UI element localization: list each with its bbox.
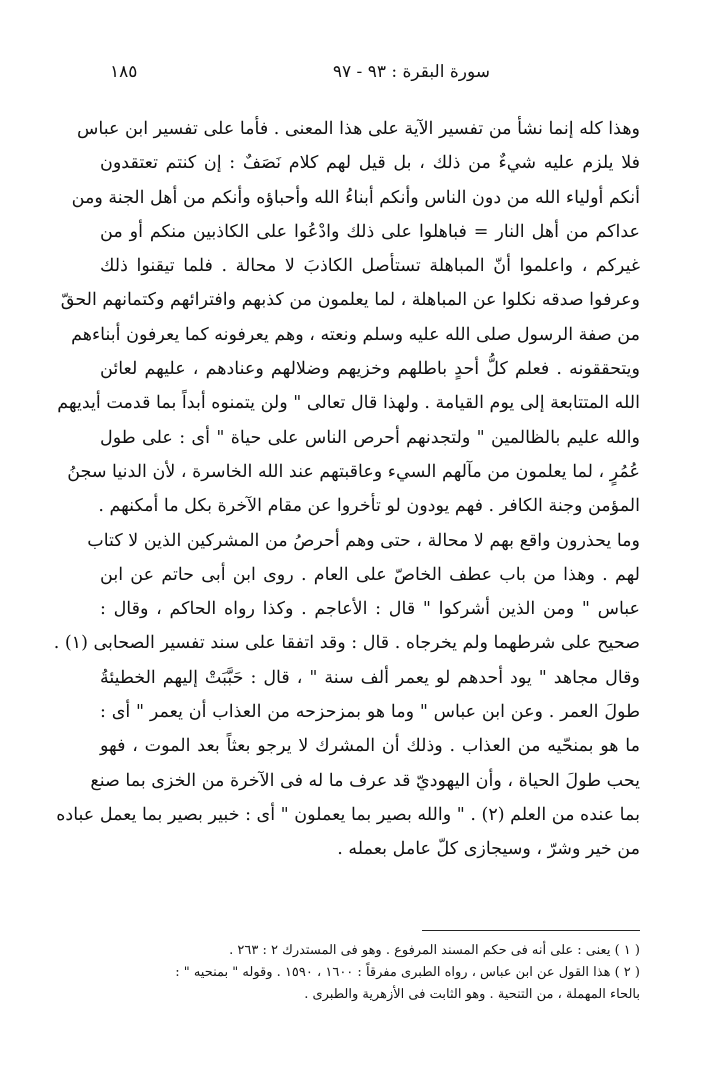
text-line: بما عنده من العلم (٢) . " والله بصير بما يعملون " أى : خبير بصير بما يعمل عباده bbox=[56, 804, 640, 825]
running-head-title: سورة البقرة : ٩٣ - ٩٧ bbox=[332, 62, 490, 82]
main-text bbox=[53, 112, 640, 867]
text-line-last: من خير وشرّ ، وسيجازى كلّ عامل بعمله . bbox=[337, 839, 640, 860]
footnote-1: ( ١ ) يعنى : على أنه فى حكم المسند المرفوع . وهو فى المستدرك ٢ : ٢٦٣ . bbox=[229, 943, 640, 958]
text-line: طولَ العمر . وعن ابن عباس " وما هو بمزحزحه من العذاب أن يعمر " أى : bbox=[100, 702, 640, 723]
text-line: وعرفوا صدقه نكلوا عن المباهلة ، لما يعلمون من كذبهم وافترائهم وكتمانهم الحقّ bbox=[60, 290, 640, 311]
text-line: ويتحققونه . فعلم كلُّ أحدٍ باطلهم وخزيهم وضلالهم وعنادهم ، عليهم لعائن bbox=[100, 359, 640, 380]
text-line: الله المتتابعة إلى يوم القيامة . ولهذا قال تعالى " ولن يتمنوه أبداً بما قدمت أيديهم bbox=[57, 393, 640, 414]
text-line: صحيح على شرطهما ولم يخرجاه . قال : وقد اتفقا على سند تفسير الصحابى (١) . bbox=[53, 633, 640, 654]
text-line: والله عليم بالظالمين " ولتجدنهم أحرص الناس على حياة " أى : على طول bbox=[100, 427, 640, 448]
text-line: يحب طولَ الحياة ، وأن اليهوديّ قد عرف ما له فى الآخرة من الخزى بما صنع bbox=[90, 770, 640, 791]
text-line: غيركم ، واعلموا أنّ المباهلة تستأصل الكاذبَ لا محالة . فلما تيقنوا ذلك bbox=[100, 256, 640, 277]
text-line: لهم . وهذا من باب عطف الخاصّ على العام . روى ابن أبى حاتم عن ابن bbox=[100, 564, 640, 585]
text-line: أنكم أولياء الله من دون الناس وأنكم أبناءُ الله وأحباؤه وأنكم من أهل الجنة ومن bbox=[71, 187, 640, 208]
page-number: ١٨٥ bbox=[110, 62, 138, 82]
footnote-2-continued: بالحاء المهملة ، من التنحية . وهو الثابت فى الأزهرية والطبرى . bbox=[304, 987, 640, 1002]
text-line: المؤمن وجنة الكافر . فهم يودون لو تأخروا عن مقام الآخرة بكل ما أمكنهم . bbox=[98, 496, 640, 517]
text-line: وقال مجاهد " يود أحدهم لو يعمر ألف سنة " ، قال : حَبَّبَتْ إليهم الخطيئةُ bbox=[100, 667, 640, 688]
footnote-2: ( ٢ ) هذا القول عن ابن عباس ، رواه الطبرى مفرقاً : ١٦٠٠ ، ١٥٩٠ . وقوله " بمنحيه " : bbox=[175, 965, 640, 980]
text-line: وهذا كله إنما نشأ من تفسير الآية على هذا المعنى . فأما على تفسير ابن عباس bbox=[77, 119, 640, 139]
text-line: وما يحذرون واقع بهم لا محالة ، حتى وهم أحرصُ من المشركين الذين لا كتاب bbox=[87, 530, 640, 551]
text-line: عداكم من أهل النار = فباهلوا على ذلك وادْعُوا على الكاذبين منكم أو من bbox=[100, 221, 640, 242]
footnote-divider bbox=[422, 930, 640, 931]
text-line: ما هو بمنحّيه من العذاب . وذلك أن المشرك لا يرجو بعثاً بعد الموت ، فهو bbox=[100, 736, 640, 757]
footnotes bbox=[100, 940, 640, 1006]
text-line: فلا يلزم عليه شيءٌ من ذلك ، بل قيل لهم كلام نَصَفٌ : إن كنتم تعتقدون bbox=[100, 153, 640, 174]
text-line: عُمُرٍ ، لما يعلمون من مآلهم السيء وعاقبتهم عند الله الخاسرة ، لأن الدنيا سجنُ bbox=[67, 461, 640, 482]
text-line: من صفة الرسول صلى الله عليه وسلم ونعته ، وهم يعرفونه كما يعرفون أبناءهم bbox=[71, 324, 640, 345]
page-header bbox=[110, 62, 630, 86]
text-line: عباس " ومن الذين أشركوا " قال : الأعاجم . وكذا رواه الحاكم ، وقال : bbox=[100, 599, 640, 620]
